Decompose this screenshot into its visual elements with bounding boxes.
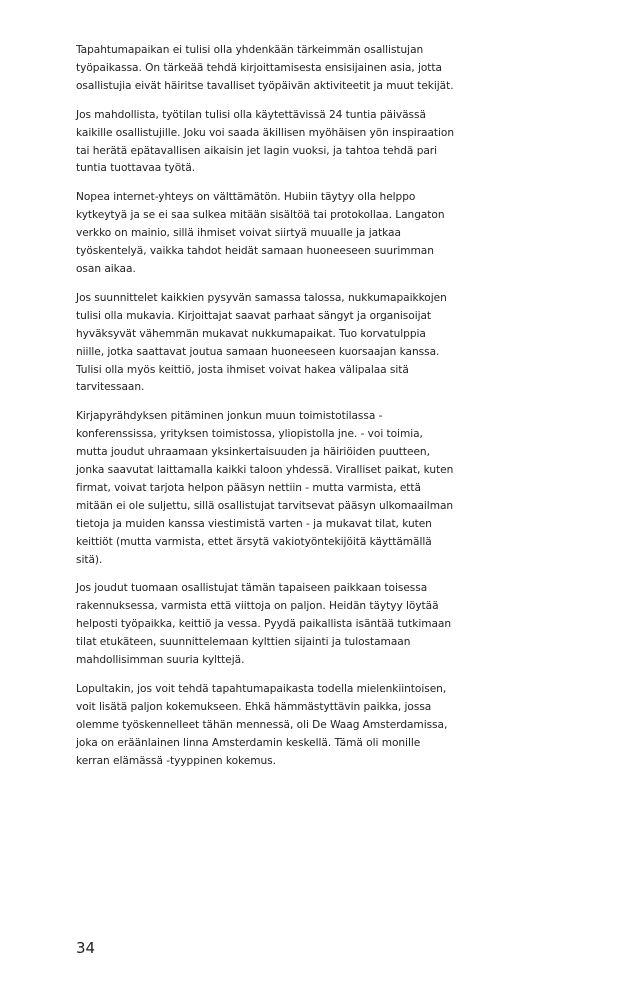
text-line: kerran elämässä -tyyppinen kokemus.	[76, 754, 276, 767]
text-line: Nopea internet-yhteys on välttämätön. Hubiin täytyy olla helppo	[76, 191, 416, 204]
text-line: verkko on mainio, sillä ihmiset voivat siirtyä muualle ja jatkaa	[76, 227, 401, 240]
text-line: työskentelyä, vaikka tahdot heidät samaan huoneeseen suurimman	[76, 245, 434, 258]
paragraph-office-space	[76, 408, 476, 569]
text-line: Jos suunnittelet kaikkien pysyvän samassa talossa, nukkumapaikkojen	[76, 291, 447, 304]
text-line: Jos mahdollista, työtilan tulisi olla käytettävissä 24 tuntia päivässä	[76, 108, 426, 121]
text-line: mahdollisimman suuria kylttejä.	[76, 654, 245, 667]
text-line: mitään ei ole suljettu, sillä osallistujat tarvitsevat pääsyn ulkomaailman	[76, 499, 454, 512]
text-line: tilat etukäteen, suunnittelemaan kylttien sijainti ja tulostamaan	[76, 636, 411, 649]
text-line: kytkeytyä ja se ei saa sulkea mitään sisältöä tai protokollaa. Langaton	[76, 209, 445, 222]
paragraph-24h-access	[76, 107, 476, 179]
text-line: tai herätä epätavallisen aikaisin jet lagin vuoksi, ja tahtoa tehdä pari	[76, 144, 438, 157]
paragraph-sleeping	[76, 290, 476, 397]
paragraph-venue-not-workplace	[76, 42, 476, 96]
text-line: sitä).	[76, 553, 103, 566]
text-line: firmat, voivat tarjota helpon pääsyn nettiin - mutta varmista, että	[76, 481, 421, 494]
text-line: olemme työskennelleet tähän mennessä, oli De Waag Amsterdamissa,	[76, 718, 448, 731]
text-line: Jos joudut tuomaan osallistujat tämän tapaiseen paikkaan toisessa	[76, 582, 428, 595]
text-line: voit lisätä paljon kokemukseen. Ehkä hämmästyttävin paikka, jossa	[76, 700, 432, 713]
text-line: työpaikassa. On tärkeää tehdä kirjoittamisesta ensisijainen asia, jotta	[76, 61, 442, 74]
paragraph-signage	[76, 580, 476, 670]
text-line: kaikille osallistujille. Joku voi saada äkillisen myöhäisen yön inspiraation	[76, 126, 454, 139]
paragraph-internet	[76, 189, 476, 279]
text-line: keittiöt (mutta varmista, ettet ärsytä vakiotyöntekijöitä käyttämällä	[76, 535, 432, 548]
paragraph-interesting-venue	[76, 681, 476, 771]
text-line: Lopultakin, jos voit tehdä tapahtumapaikasta todella mielenkiintoisen,	[76, 683, 447, 695]
text-line: tulisi olla mukavia. Kirjoittajat saavat parhaat sängyt ja organisoijat	[76, 309, 432, 322]
body-text	[76, 42, 476, 782]
text-line: tietoja ja muiden kanssa viestimistä varten - ja mukavat tilat, kuten	[76, 517, 432, 530]
text-line: Kirjapyrähdyksen pitäminen jonkun muun toimistotilassa -	[76, 410, 383, 423]
text-line: rakennuksessa, varmista että viittoja on paljon. Heidän täytyy löytää	[76, 600, 439, 613]
page-number: 34	[76, 939, 96, 957]
text-line: mutta joudut uhraamaan yksinkertaisuuden ja häiriöiden puutteen,	[76, 446, 430, 459]
text-line: tarvitessaan.	[76, 381, 145, 394]
text-line: jonka saavutat laittamalla kaikki taloon yhdessä. Viralliset paikat, kuten	[76, 464, 454, 477]
text-line: hyväksyvät vähemmän mukavat nukkumapaikat. Tuo korvatulppia	[76, 327, 426, 340]
text-line: helposti työpaikka, keittiö ja vessa. Pyydä paikallista isäntää tutkimaan	[76, 618, 452, 631]
text-line: niille, jotka saattavat joutua samaan huoneeseen kuorsaajan kanssa.	[76, 345, 440, 358]
text-line: osallistujia eivät häiritse tavalliset työpäivän aktiviteetit ja muut tekijät.	[76, 79, 454, 92]
text-line: tuntia tuottavaa työtä.	[76, 162, 196, 175]
text-line: konferenssissa, yrityksen toimistossa, yliopistolla jne. - voi toimia,	[76, 428, 423, 441]
text-line: Tapahtumapaikan ei tulisi olla yhdenkään tärkeimmän osallistujan	[76, 44, 424, 56]
text-line: joka on eräänlainen linna Amsterdamin keskellä. Tämä oli monille	[76, 736, 421, 749]
text-line: osan aikaa.	[76, 262, 136, 275]
text-line: Tulisi olla myös keittiö, josta ihmiset voivat hakea välipalaa sitä	[76, 363, 409, 376]
